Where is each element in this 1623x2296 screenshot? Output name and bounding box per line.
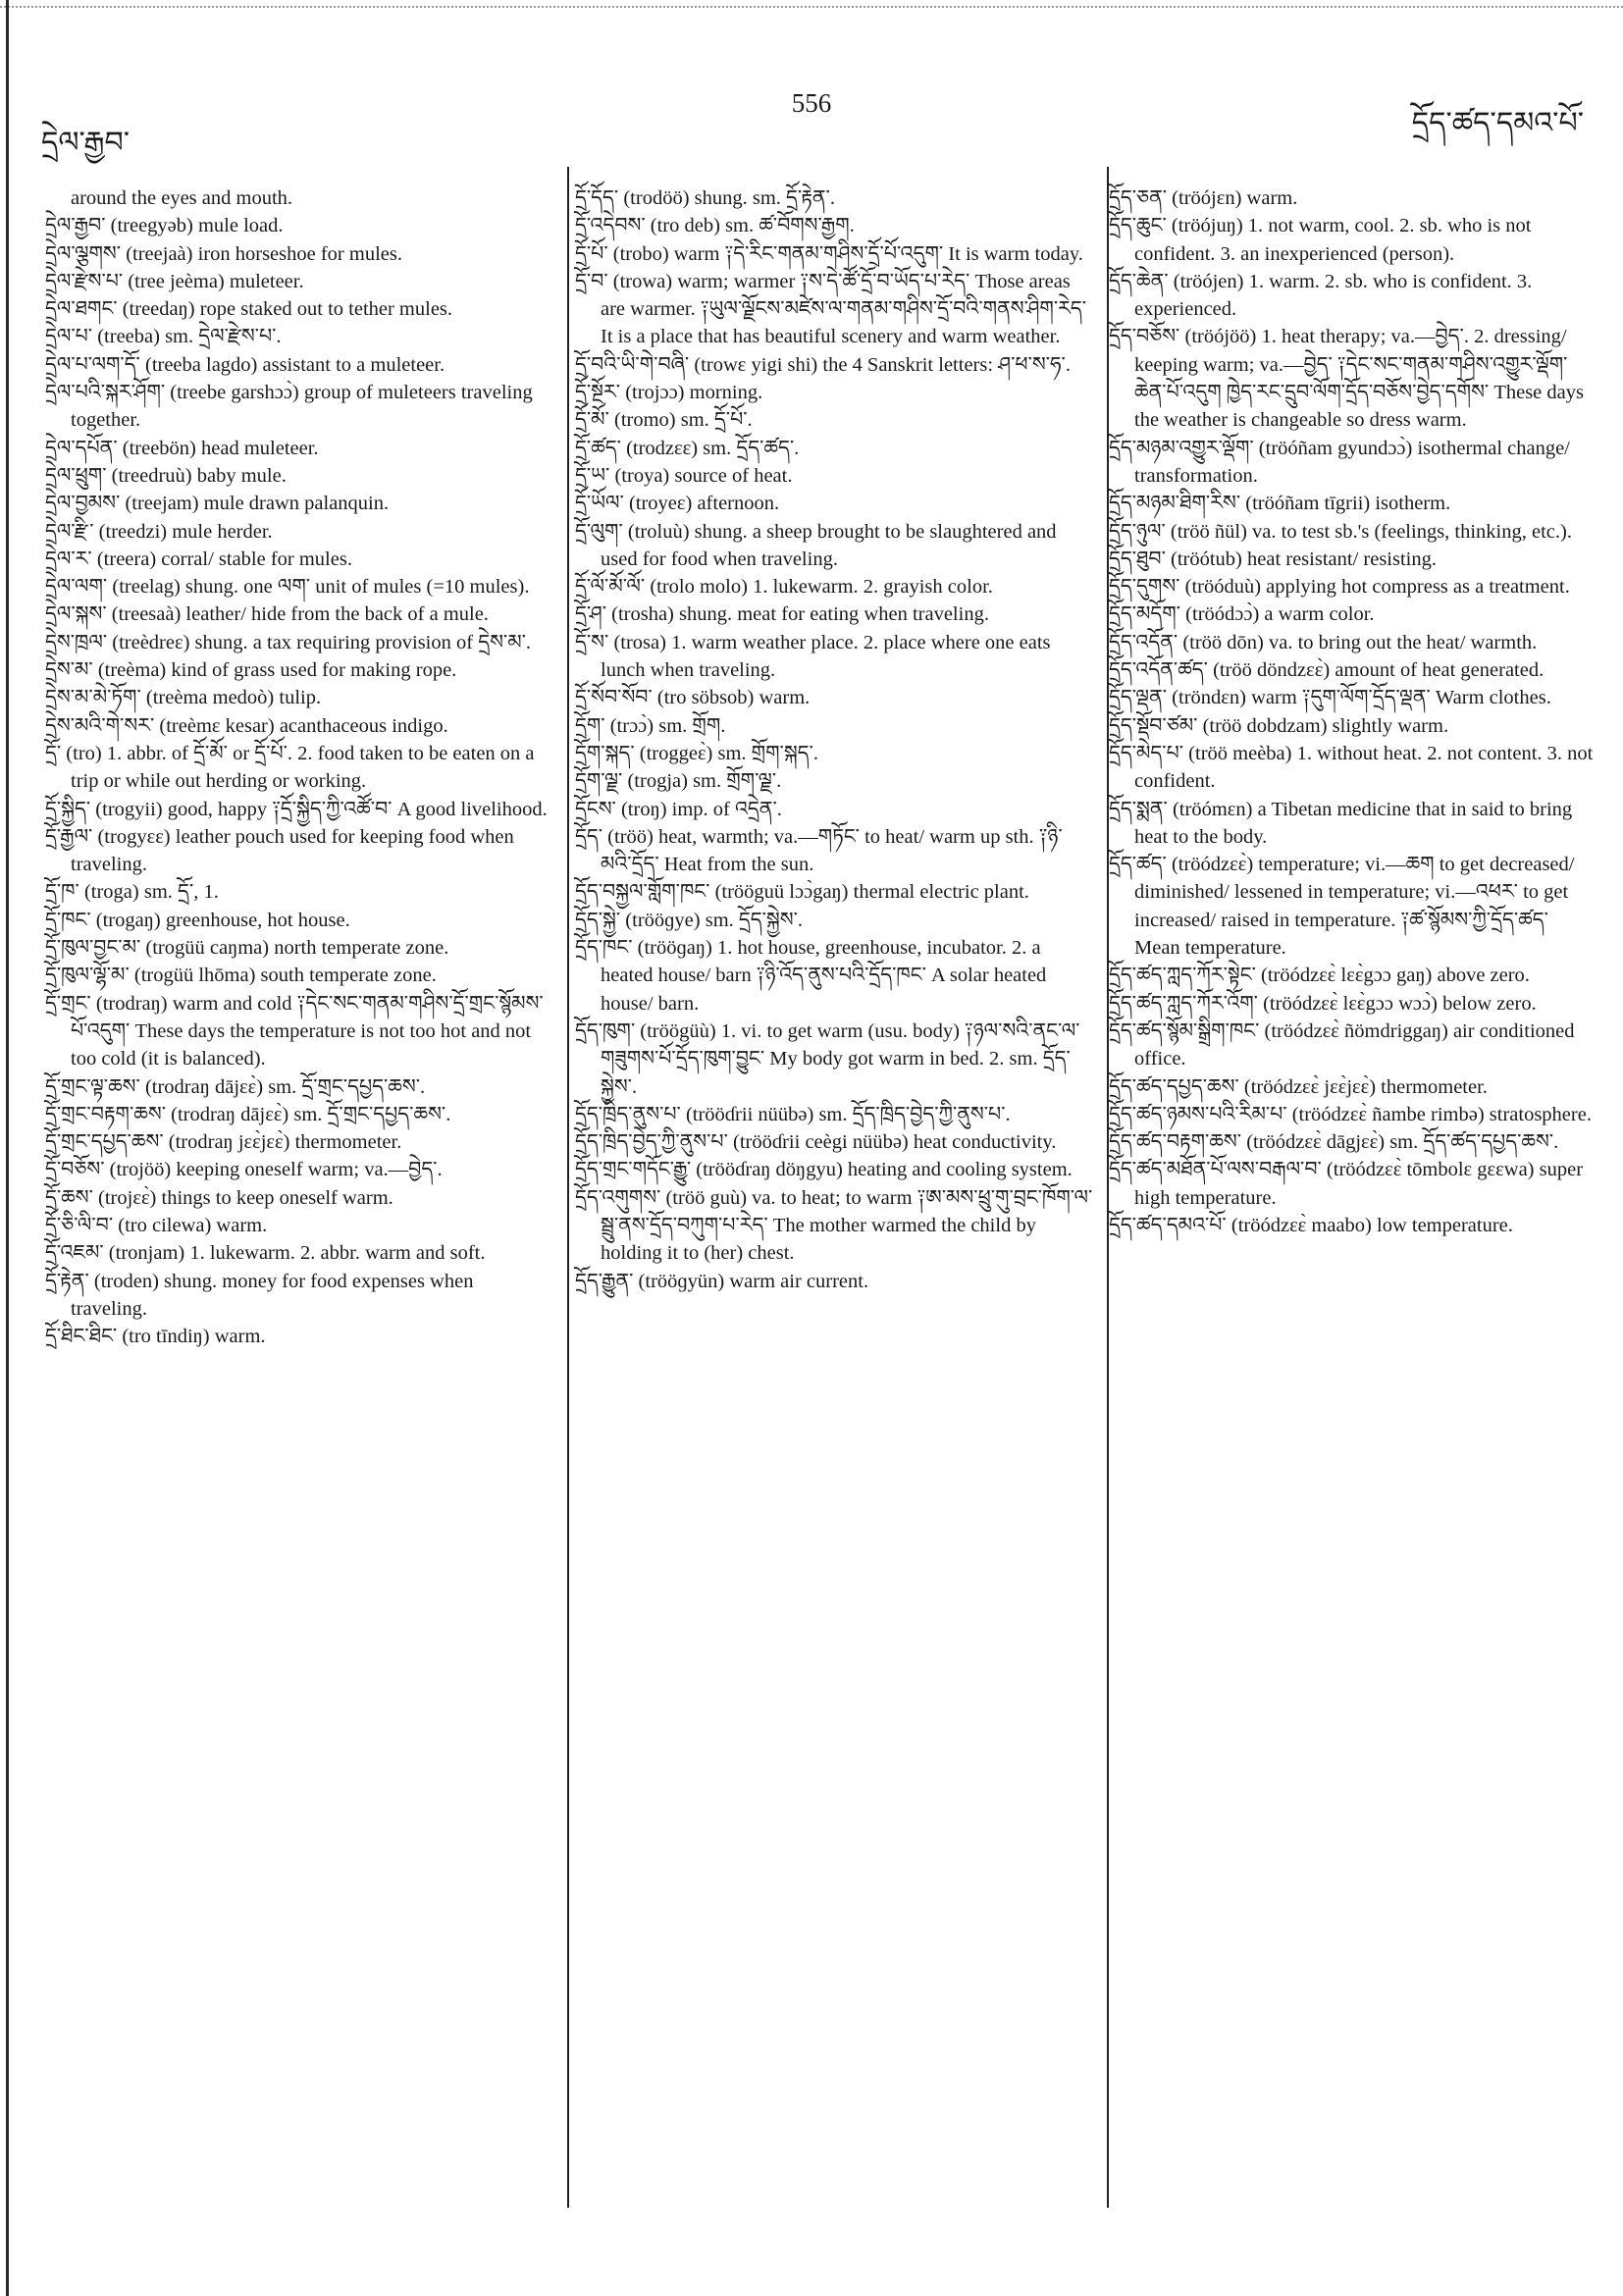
dictionary-entry: དྲོད་ཆེན་ (tröójen) 1. warm. 2. sb. who is confident. 3. experienced. [1109, 270, 1533, 321]
dictionary-entry: དྲོ་བ་ (trowa) warm; warmer ༑ས་དེ་ཚོ་དྲོ་བ་ཡོད་པ་རེད་ Those areas are warmer. ༑ཡུལ་ལྗོངས་མཛེས་ལ་གནམ་གཤིས་དྲོ་བའི་གནས་ཤིག་རེད་ It is a place that has beautiful scenery and warm weather. [575, 270, 1087, 348]
dictionary-entry: དྲེལ་རྫི་ (treedzi) mule herder. [45, 520, 273, 543]
dictionary-entry: དྲོད་འདོན་ (tröö dōn) va. to bring out the heat/ warmth. [1109, 631, 1538, 653]
dictionary-entry: དྲོ་ལུག་ (troluù) shung. a sheep brought to be slaughtered and used for food when traveling. [575, 520, 1057, 570]
column-1 [45, 184, 551, 1350]
dictionary-entry: དྲོ་རྟེན་ (troden) shung. money for food expenses when traveling. [45, 1270, 474, 1320]
guide-word-left: དྲེལ་རྒྱབ་ [41, 127, 130, 159]
dictionary-entry: དྲོད་མཉམ་ཐིག་རིས་ (tröóñam tīgrii) isotherm. [1109, 493, 1451, 515]
dictionary-entry: དྲོད་ཅན་ (tröójɛn) warm. [1109, 187, 1298, 209]
dictionary-entry: དྲོ་གྲང་བརྟག་ཆས་ (trodraŋ dājɛɛ̀) sm. དྲོ་གྲང་དཔྱད་ཆས་. [45, 1103, 451, 1125]
dictionary-entry: དྲོད་སྨན་ (tröómɛn) a Tibetan medicine that in said to bring heat to the body. [1109, 798, 1573, 848]
dictionary-entry: དྲོད་ (tröö) heat, warmth; va.—གཏོང་ to heat/ warm up sth. ༑ཉི་མའི་དྲོད་ Heat from the sun. [575, 825, 1063, 876]
column-2 [575, 184, 1093, 1295]
dictionary-entry: དྲོ་ཡ་ (troya) source of heat. [575, 464, 793, 487]
dictionary-entry: དྲེལ་ལྕགས་ (treejaà) iron horseshoe for mules. [45, 242, 402, 265]
scan-top-edge [0, 0, 1623, 8]
dictionary-entry: དྲོ་གྲང་ལྟ་ཆས་ (trodraŋ dājɛɛ̀) sm. དྲོ་གྲང་དཔྱད་ཆས་. [45, 1075, 426, 1098]
dictionary-entry: དྲོ་སྐྱིད་ (trogyii) good, happy ༑དྲོ་སྐྱིད་ཀྱི་འཚོ་བ་ A good livelihood. [45, 798, 548, 820]
dictionary-entry: དྲོད་ཚད་ (tröódzɛɛ̀) temperature; vi.—ཆག to get decreased/ diminished/ lessened in temperature; vi.—འཕར་ to get increased/ raised in temperature. ༑ཚ་སྙོམས་ཀྱི་དྲོད་ཚད་ Mean temperature. [1109, 854, 1575, 960]
dictionary-entry: དྲོད་ཐུབ་ (tröótub) heat resistant/ resisting. [1109, 548, 1437, 570]
dictionary-entry: དྲེལ་རྒྱབ་ (treegyəb) mule load. [45, 215, 284, 237]
dictionary-entry: དྲོད་ཚད་བརྟག་ཆས་ (tröódzɛɛ̀ dāgjɛɛ̀) sm. དྲོད་ཚད་དཔྱད་ཆས་. [1109, 1131, 1559, 1154]
dictionary-entry: དྲོད་ཁྲིད་བྱེད་ཀྱི་ནུས་པ་ (trööɗrii ceègi nüübə) heat conductivity. [575, 1131, 1057, 1154]
dictionary-entry: དྲེལ་སྐས་ (treesaà) leather/ hide from the back of a mule. [45, 603, 489, 626]
dictionary-entry: དྲེལ་བྱམས་ (treejam) mule drawn palanquin. [45, 493, 390, 515]
dictionary-entry: དྲོད་ཆུང་ (tröójuŋ) 1. not warm, cool. 2. sb. who is not confident. 3. an inexperienced (person). [1109, 215, 1532, 265]
dictionary-entry: དྲེས་ཁྲལ་ (treèdreɛ) shung. a tax requiring provision of དྲེས་མ་. [45, 631, 532, 653]
dictionary-entry: དྲོ་བའི་ཡི་གེ་བཞི་ (trowɛ yigi shi) the 4 Sanskrit letters: ཤ་ཕ་ས་ཧ་. [575, 353, 1071, 376]
dictionary-entry: དྲོད་བསྐྱལ་གློག་ཁང་ (trööguü lɔɔ̀gaŋ) thermal electric plant. [575, 881, 1029, 904]
scan-binding-edge [6, 0, 9, 2296]
dictionary-entry: དྲོ་ཚད་ (trodzɛɛ) sm. དྲོད་ཚད་. [575, 437, 800, 459]
dictionary-entry: དྲེལ་དཔོན་ (treebön) head muleteer. [45, 437, 319, 459]
dictionary-entry: དྲོ་ (tro) 1. abbr. of དྲོ་མོ་ or དྲོ་པོ་. 2. food taken to be eaten on a trip or while out herding or working. [45, 742, 535, 793]
dictionary-entry: དྲོ་ཁུལ་བྱང་མ་ (trogüü caŋma) north temperate zone. [45, 937, 449, 960]
dictionary-entry: དྲོད་ལྡན་ (tröndɛn) warm ༑དུག་ལོག་དྲོད་ལྡན་ Warm clothes. [1109, 687, 1551, 709]
dictionary-entry: དྲོད་འགུགས་ (tröö guù) va. to heat; to warm ༑ཨ་མས་ཕྲུ་གུ་བྲང་ཁོག་ལ་སྦྲུ་ནས་དྲོད་བཀུག་པ་རེད་ The mother warmed the child by holding it to (her) chest. [575, 1186, 1093, 1265]
dictionary-entry: དྲོད་ཚད་ཉམས་པའི་རིམ་པ་ (tröódzɛɛ̀ ñambe rimbə) stratosphere. [1109, 1103, 1592, 1125]
dictionary-entry: དྲེལ་རྫེས་པ་ (tree jeèma) muleteer. [45, 270, 304, 292]
dictionary-entry: དྲོ་ཐིང་ཐིང་ (tro tīndiŋ) warm. [45, 1326, 266, 1348]
column-divider [567, 167, 569, 2208]
guide-word-right: དྲོད་ཚད་དམའ་པོ་ [1411, 107, 1584, 139]
dictionary-entry: དྲེལ་ལག་ (treelag) shung. one ལག་ unit of mules (=10 mules). [45, 576, 530, 599]
dictionary-entry: དྲོ་ཅི་ལི་བ་ (tro cilewa) warm. [45, 1214, 268, 1236]
dictionary-entry: དྲོད་ཁང་ (trööɡaŋ) 1. hot house, greenhouse, incubator. 2. a heated house/ barn ༑ཉི་འོད་ནུས་པའི་དྲོད་ཁང་ A solar heated house/ barn. [575, 937, 1047, 1015]
dictionary-entry: དྲོད་ཉུལ་ (tröö ñül) va. to test sb.'s (feelings, thinking, etc.). [1109, 520, 1572, 543]
dictionary-entry: དྲོད་བཅོས་ (tröójöö) 1. heat therapy; va.—བྱེད་. 2. dressing/ keeping warm; va.—བྱེད་ ༑དེང་སང་གནམ་གཤིས་འགྱུར་ལྡོག་ཆེན་པོ་འདུག ཁྱེད་རང་དྲུབ་ལོག་དྲོད་བཅོས་བྱེད་དགོས་ These days the weather is changeable so dress warm. [1109, 326, 1584, 432]
dictionary-entry: དྲོ་སོབ་སོབ་ (tro söbsob) warm. [575, 687, 811, 709]
dictionary-entry: དྲོད་མཉམ་འགྱུར་ལྡོག་ (tröóñam gyundɔɔ̀) isothermal change/ transformation. [1109, 437, 1570, 487]
dictionary-entry: དྲེལ་ཐགང་ (treedaŋ) rope staked out to tether mules. [45, 298, 453, 321]
dictionary-entry: དྲོ་ཁུལ་ལྷོ་མ་ (trogüü lhōma) south temperate zone. [45, 965, 437, 987]
dictionary-entry: དྲོ་འདེབས་ (tro deb) sm. ཚ་བོགས་རྒྱག. [575, 215, 855, 237]
column-3 [1109, 184, 1594, 1239]
dictionary-entry: དྲོད་མེད་པ་ (tröö meèba) 1. without heat. 2. not content. 3. not confident. [1109, 742, 1594, 793]
dictionary-entry: དྲེས་མ་མེ་ཏོག་ (treèma medoò) tulip. [45, 687, 322, 709]
dictionary-entry: དྲོད་ཚད་སྙོམ་སྒྲིག་ཁང་ (tröódzɛɛ̀ ñömdriggaŋ) air conditioned office. [1109, 1019, 1575, 1070]
dictionary-entry: དྲེལ་པ་ (treeba) sm. དྲེལ་རྫེས་པ་. [45, 326, 282, 348]
dictionary-entry: དྲོད་ཚད་དཔྱད་ཆས་ (tröódzɛɛ̀ jɛɛ̀jɛɛ̀) thermometer. [1109, 1075, 1488, 1098]
dictionary-entry: དྲེལ་པ་ལག་དོ་ (treeba lagdo) assistant to a muleteer. [45, 353, 445, 376]
dictionary-entry: དྲེས་མའི་གེ་སར་ (treèmɛ kesar) acanthaceous indigo. [45, 714, 448, 737]
dictionary-entry: དྲོད་སྐྱེ་ (trööɡye) sm. དྲོད་སྐྱེས་. [575, 909, 804, 931]
dictionary-entry: དྲོད་གྲང་གདོང་རྒྱུ་ (trööɗraŋ döŋgyu) heating and cooling system. [575, 1159, 1073, 1181]
entry-continuation: around the eyes and mouth. [71, 187, 293, 209]
dictionary-entry: དྲོད་རྒྱུན་ (trööɡyün) warm air current. [575, 1270, 869, 1292]
dictionary-entry: དྲོད་མདོག་ (tröódɔɔ̀) a warm color. [1109, 603, 1375, 626]
dictionary-entry: དྲོ་ས་ (trosa) 1. warm weather place. 2. place where one eats lunch when traveling. [575, 631, 1051, 682]
dictionary-entry: དྲོ་སྔོར་ (trojɔɔ) morning. [575, 382, 763, 404]
dictionary-entry: དྲེལ་ཕྲུག་ (treedruù) baby mule. [45, 464, 287, 487]
dictionary-entry: དྲོ་ཡོལ་ (troyeɛ) afternoon. [575, 493, 780, 515]
dictionary-entry: དྲོད་ཚད་དམའ་པོ་ (tröódzɛɛ̀ maabo) low temperature. [1109, 1214, 1513, 1236]
dictionary-entry: དྲོག་སྐད་ (troggeɛ̀) sm. གྲོག་སྐད་. [575, 742, 818, 764]
dictionary-entry: དྲོ་གྲང་ (trodraŋ) warm and cold ༑དེང་སང་གནམ་གཤིས་དྲོ་གྲང་སྙོམས་པོ་འདུག་ These days the temperature is not too hot and not too cold (it is balanced). [45, 992, 544, 1070]
dictionary-entry: དྲོད་ཚད་མཐོན་པོ་ལས་བརྒལ་བ་ (tröódzɛɛ̀ tōmbolɛ gɛɛwa) super high temperature. [1109, 1159, 1584, 1209]
dictionary-entry: དྲོད་ཁུག་ (tröögüù) 1. vi. to get warm (usu. body) ༑ཉལ་སའི་ནང་ལ་གཟུགས་པོ་དྲོད་ཁུག་བྱུང་ My body got warm in bed. 2. sm. དྲོད་སྐྱེས་. [575, 1019, 1080, 1098]
dictionary-entry: དྲོ་ཁང་ (trogaŋ) greenhouse, hot house. [45, 909, 350, 931]
dictionary-entry: དྲོད་དུགས་ (tröóduù) applying hot compress as a treatment. [1109, 576, 1570, 599]
dictionary-entry: དྲེལ་པའི་སྐར་ཤོག་ (treebe garshɔɔ̀) group of muleteers traveling together. [45, 382, 533, 432]
dictionary-entry: དྲོད་སྡོབ་ཙམ་ (tröö dobdzam) slightly warm. [1109, 714, 1449, 737]
dictionary-entry: དྲོ་བཅོས་ (trojöö) keeping oneself warm; va.—བྱེད་. [45, 1159, 443, 1181]
dictionary-entry: དྲེས་མ་ (treèma) kind of grass used for making rope. [45, 659, 457, 682]
dictionary-entry: དྲོ་ཆས་ (trojɛɛ̀) things to keep oneself warm. [45, 1186, 393, 1209]
dictionary-entry: དྲོད་འདོན་ཚད་ (tröö döndzɛɛ̀) amount of heat generated. [1109, 659, 1544, 682]
dictionary-entry: དྲོ་ཁ་ (troga) sm. དྲོ་, 1. [45, 881, 219, 904]
dictionary-entry: དྲོ་རྒྱལ་ (trogyɛɛ) leather pouch used for keeping food when traveling. [45, 825, 514, 876]
dictionary-entry: དྲོ་དོད་ (trodöö) shung. sm. དྲོ་རྟེན་. [575, 187, 835, 209]
dictionary-entry: དྲོད་ཚད་ཀླད་ཀོར་འོག་ (tröódzɛɛ̀ lɛɛ̀gɔɔ wɔɔ̀) below zero. [1109, 992, 1537, 1015]
dictionary-entry: དྲོ་ལོ་མོ་ལོ་ (trolo molo) 1. lukewarm. 2. grayish color. [575, 576, 993, 599]
dictionary-entry: དྲོ་ཤ་ (trosha) shung. meat for eating when traveling. [575, 603, 989, 626]
dictionary-entry: དྲོ་མོ་ (tromo) sm. དྲོ་པོ་. [575, 409, 753, 432]
page-number: 556 [791, 88, 832, 118]
dictionary-entry: དྲོ་འཇམ་ (tronjam) 1. lukewarm. 2. abbr. warm and soft. [45, 1242, 486, 1265]
dictionary-entry: དྲོངས་ (troŋ) imp. of འདྲེན་. [575, 798, 782, 820]
dictionary-entry: དྲོ་པོ་ (trobo) warm ༑དེ་རིང་གནམ་གཤིས་དྲོ་པོ་འདུག་ It is warm today. [575, 242, 1083, 265]
dictionary-entry: དྲོད་ཚད་ཀླད་ཀོར་སྟེང་ (tröódzɛɛ̀ lɛɛ̀gɔɔ gaŋ) above zero. [1109, 965, 1530, 987]
dictionary-entry: དྲོག་ (trɔɔ̀) sm. གྲོག. [575, 714, 726, 737]
dictionary-entry: དྲོ་གྲང་དཔྱད་ཆས་ (trodraŋ jɛɛ̀jɛɛ̀) thermometer. [45, 1131, 402, 1154]
dictionary-entry: དྲེལ་ར་ (treera) corral/ stable for mules. [45, 548, 352, 570]
dictionary-entry: དྲོད་ཁྲིད་ནུས་པ་ (trööɗrii nüübə) sm. དྲོད་ཁྲིད་བྱེད་ཀྱི་ནུས་པ་. [575, 1103, 1011, 1125]
dictionary-entry: དྲོག་ལྗ་ (trogja) sm. གྲོག་ལྗ་. [575, 770, 782, 793]
